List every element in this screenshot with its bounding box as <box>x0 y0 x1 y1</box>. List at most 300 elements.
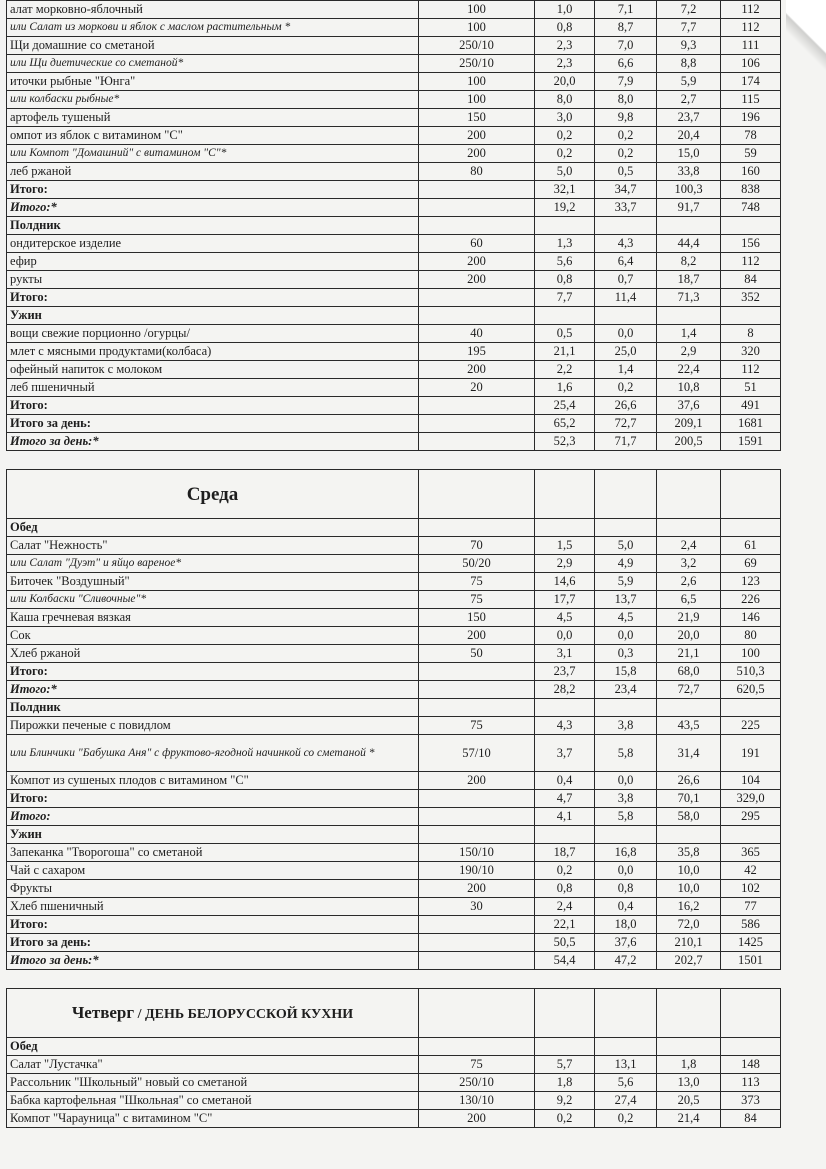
carbs: 1,4 <box>657 325 721 343</box>
carbs: 200,5 <box>657 433 721 451</box>
portion-mass <box>419 952 535 970</box>
menu-block-wednesday <box>7 519 781 970</box>
fat: 8,0 <box>595 91 657 109</box>
protein: 50,5 <box>535 934 595 952</box>
energy: 112 <box>721 1 781 19</box>
portion-mass: 200 <box>419 361 535 379</box>
dish-name: или колбаски рыбные* <box>7 91 419 109</box>
energy: 156 <box>721 235 781 253</box>
carbs: 2,7 <box>657 91 721 109</box>
portion-mass: 200 <box>419 145 535 163</box>
protein <box>535 699 595 717</box>
dish-name: леб пшеничный <box>7 379 419 397</box>
carbs: 71,3 <box>657 289 721 307</box>
protein: 54,4 <box>535 952 595 970</box>
dish-name: Итого:* <box>7 681 419 699</box>
protein: 0,2 <box>535 127 595 145</box>
dish-name: Итого за день: <box>7 415 419 433</box>
table-row <box>7 790 781 808</box>
carbs: 7,7 <box>657 19 721 37</box>
fat: 72,7 <box>595 415 657 433</box>
fat: 0,7 <box>595 271 657 289</box>
fat: 34,7 <box>595 181 657 199</box>
carbs: 16,2 <box>657 898 721 916</box>
carbs: 1,8 <box>657 1056 721 1074</box>
protein: 2,4 <box>535 898 595 916</box>
protein: 32,1 <box>535 181 595 199</box>
portion-mass: 75 <box>419 573 535 591</box>
fat: 18,0 <box>595 916 657 934</box>
table-row <box>7 862 781 880</box>
protein: 0,2 <box>535 1110 595 1128</box>
energy: 329,0 <box>721 790 781 808</box>
protein: 2,9 <box>535 555 595 573</box>
carbs <box>657 826 721 844</box>
fat: 5,9 <box>595 573 657 591</box>
fat: 0,0 <box>595 325 657 343</box>
fat: 0,2 <box>595 127 657 145</box>
fat <box>595 826 657 844</box>
dish-name: Запеканка "Творогоша" со сметаной <box>7 844 419 862</box>
dish-name: омпот из яблок с витамином "С" <box>7 127 419 145</box>
fat: 0,2 <box>595 1110 657 1128</box>
protein: 4,5 <box>535 609 595 627</box>
carbs: 2,6 <box>657 573 721 591</box>
portion-mass: 100 <box>419 91 535 109</box>
fat: 71,7 <box>595 433 657 451</box>
portion-mass <box>419 217 535 235</box>
portion-mass: 80 <box>419 163 535 181</box>
carbs: 72,0 <box>657 916 721 934</box>
dish-name: Рассольник "Школьный" новый со сметаной <box>7 1074 419 1092</box>
fat: 47,2 <box>595 952 657 970</box>
dish-name: Салат "Лустачка" <box>7 1056 419 1074</box>
table-row <box>7 1092 781 1110</box>
fat <box>595 1038 657 1056</box>
portion-mass <box>419 519 535 537</box>
protein: 3,7 <box>535 735 595 772</box>
portion-mass <box>419 415 535 433</box>
energy: 1425 <box>721 934 781 952</box>
portion-mass <box>419 663 535 681</box>
dish-name: или Компот "Домашний" с витамином "С"* <box>7 145 419 163</box>
dish-name: или Салат из моркови и яблок с маслом растительным * <box>7 19 419 37</box>
spacer-row <box>7 970 781 989</box>
table-row <box>7 573 781 591</box>
carbs: 43,5 <box>657 717 721 735</box>
table-row <box>7 1110 781 1128</box>
dish-name: ефир <box>7 253 419 271</box>
fat: 23,4 <box>595 681 657 699</box>
energy: 510,3 <box>721 663 781 681</box>
dish-name: Итого: <box>7 181 419 199</box>
dish-name: Итого: <box>7 663 419 681</box>
portion-mass <box>419 307 535 325</box>
protein: 14,6 <box>535 573 595 591</box>
protein: 0,0 <box>535 627 595 645</box>
energy: 1591 <box>721 433 781 451</box>
table-row <box>7 844 781 862</box>
table-row <box>7 1 781 19</box>
portion-mass: 200 <box>419 271 535 289</box>
portion-mass: 200 <box>419 880 535 898</box>
table-row <box>7 199 781 217</box>
fat: 13,1 <box>595 1056 657 1074</box>
energy: 102 <box>721 880 781 898</box>
portion-mass <box>419 289 535 307</box>
fat <box>595 699 657 717</box>
protein: 1,3 <box>535 235 595 253</box>
energy: 586 <box>721 916 781 934</box>
fat <box>595 519 657 537</box>
fat: 16,8 <box>595 844 657 862</box>
table-row <box>7 109 781 127</box>
protein: 1,8 <box>535 1074 595 1092</box>
table-row <box>7 717 781 735</box>
table-row <box>7 325 781 343</box>
protein: 9,2 <box>535 1092 595 1110</box>
table-row <box>7 343 781 361</box>
protein: 0,8 <box>535 880 595 898</box>
dish-name: Итого:* <box>7 199 419 217</box>
portion-mass <box>419 790 535 808</box>
carbs: 33,8 <box>657 163 721 181</box>
carbs: 6,5 <box>657 591 721 609</box>
protein: 3,0 <box>535 109 595 127</box>
carbs <box>657 519 721 537</box>
protein: 0,4 <box>535 772 595 790</box>
day-title-subtitle: / ДЕНЬ БЕЛОРУССКОЙ КУХНИ <box>134 1006 354 1022</box>
dish-name: Итого за день:* <box>7 952 419 970</box>
protein: 5,7 <box>535 1056 595 1074</box>
table-row <box>7 19 781 37</box>
energy: 112 <box>721 19 781 37</box>
menu-block-tuesday <box>7 1 781 451</box>
table-row <box>7 735 781 772</box>
energy <box>721 519 781 537</box>
menu-sheet <box>6 0 780 1128</box>
dish-name: Ужин <box>7 307 419 325</box>
portion-mass: 200 <box>419 772 535 790</box>
fat: 0,3 <box>595 645 657 663</box>
table-row <box>7 397 781 415</box>
day-title-main: Четверг <box>71 1002 135 1022</box>
table-row <box>7 91 781 109</box>
table-row <box>7 898 781 916</box>
portion-mass: 150 <box>419 109 535 127</box>
energy: 59 <box>721 145 781 163</box>
table-row <box>7 609 781 627</box>
dish-name: Ужин <box>7 826 419 844</box>
table-row <box>7 952 781 970</box>
menu-block-thursday <box>7 1038 781 1128</box>
carbs: 18,7 <box>657 271 721 289</box>
table-row <box>7 73 781 91</box>
fat <box>595 307 657 325</box>
carbs <box>657 1038 721 1056</box>
table-row <box>7 519 781 537</box>
portion-mass: 200 <box>419 1110 535 1128</box>
protein: 22,1 <box>535 916 595 934</box>
carbs: 8,2 <box>657 253 721 271</box>
table-row <box>7 627 781 645</box>
carbs: 21,1 <box>657 645 721 663</box>
fat: 11,4 <box>595 289 657 307</box>
dish-name: или Блинчики "Бабушка Аня" с фруктово-ягодной начинкой со сметаной * <box>7 735 419 772</box>
energy: 620,5 <box>721 681 781 699</box>
carbs: 22,4 <box>657 361 721 379</box>
dish-name: Пирожки печеные с повидлом <box>7 717 419 735</box>
protein: 52,3 <box>535 433 595 451</box>
portion-mass <box>419 181 535 199</box>
table-row <box>7 271 781 289</box>
table-row <box>7 555 781 573</box>
day-header-thursday <box>7 989 781 1038</box>
dish-name: Фрукты <box>7 880 419 898</box>
protein <box>535 217 595 235</box>
energy: 191 <box>721 735 781 772</box>
energy: 1681 <box>721 415 781 433</box>
portion-mass: 70 <box>419 537 535 555</box>
table-row <box>7 289 781 307</box>
fat: 4,5 <box>595 609 657 627</box>
fat: 1,4 <box>595 361 657 379</box>
carbs: 202,7 <box>657 952 721 970</box>
energy: 78 <box>721 127 781 145</box>
protein: 2,2 <box>535 361 595 379</box>
dish-name: Хлеб пшеничный <box>7 898 419 916</box>
fat: 0,2 <box>595 145 657 163</box>
protein: 1,5 <box>535 537 595 555</box>
energy <box>721 307 781 325</box>
table-row <box>7 217 781 235</box>
dish-name: или Салат "Дуэт" и яйцо вареное* <box>7 555 419 573</box>
energy <box>721 826 781 844</box>
table-row <box>7 663 781 681</box>
energy: 174 <box>721 73 781 91</box>
carbs: 210,1 <box>657 934 721 952</box>
table-row <box>7 415 781 433</box>
dish-name: млет с мясными продуктами(колбаса) <box>7 343 419 361</box>
energy: 225 <box>721 717 781 735</box>
carbs: 10,0 <box>657 862 721 880</box>
fat: 0,0 <box>595 862 657 880</box>
energy: 115 <box>721 91 781 109</box>
fat: 0,4 <box>595 898 657 916</box>
energy: 320 <box>721 343 781 361</box>
fat: 6,6 <box>595 55 657 73</box>
dish-name: Итого: <box>7 397 419 415</box>
protein <box>535 826 595 844</box>
table-row <box>7 772 781 790</box>
energy: 146 <box>721 609 781 627</box>
portion-mass: 250/10 <box>419 1074 535 1092</box>
dish-name: иточки рыбные "Юнга" <box>7 73 419 91</box>
protein: 19,2 <box>535 199 595 217</box>
dish-name: Полдник <box>7 699 419 717</box>
energy: 148 <box>721 1056 781 1074</box>
dish-name: Итого за день:* <box>7 433 419 451</box>
portion-mass <box>419 433 535 451</box>
carbs: 21,9 <box>657 609 721 627</box>
table-row <box>7 379 781 397</box>
table-row <box>7 37 781 55</box>
table-row <box>7 307 781 325</box>
table-row <box>7 826 781 844</box>
dish-name: Итого: <box>7 808 419 826</box>
fat <box>595 217 657 235</box>
energy: 196 <box>721 109 781 127</box>
table-row <box>7 127 781 145</box>
portion-mass <box>419 699 535 717</box>
carbs: 3,2 <box>657 555 721 573</box>
protein: 28,2 <box>535 681 595 699</box>
day-title: Среда <box>7 470 419 519</box>
protein <box>535 307 595 325</box>
portion-mass <box>419 916 535 934</box>
protein: 0,8 <box>535 271 595 289</box>
dish-name: или Колбаски "Сливочные"* <box>7 591 419 609</box>
protein: 0,2 <box>535 145 595 163</box>
fat: 0,5 <box>595 163 657 181</box>
dish-name: Компот из сушеных плодов с витамином "С" <box>7 772 419 790</box>
dish-name: Компот "Чарауница" с витамином "С" <box>7 1110 419 1128</box>
table-row <box>7 916 781 934</box>
dish-name: Итого: <box>7 790 419 808</box>
dish-name: Обед <box>7 519 419 537</box>
dish-name: Итого: <box>7 289 419 307</box>
carbs: 68,0 <box>657 663 721 681</box>
carbs: 44,4 <box>657 235 721 253</box>
energy: 373 <box>721 1092 781 1110</box>
fat: 26,6 <box>595 397 657 415</box>
dish-name: Щи домашние со сметаной <box>7 37 419 55</box>
carbs: 209,1 <box>657 415 721 433</box>
carbs: 9,3 <box>657 37 721 55</box>
energy: 111 <box>721 37 781 55</box>
energy: 748 <box>721 199 781 217</box>
carbs <box>657 217 721 235</box>
portion-mass: 250/10 <box>419 37 535 55</box>
dish-name: Чай с сахаром <box>7 862 419 880</box>
portion-mass: 30 <box>419 898 535 916</box>
energy: 42 <box>721 862 781 880</box>
energy: 69 <box>721 555 781 573</box>
energy: 352 <box>721 289 781 307</box>
table-row <box>7 361 781 379</box>
dish-name: офейный напиток с молоком <box>7 361 419 379</box>
fat: 7,0 <box>595 37 657 55</box>
carbs: 8,8 <box>657 55 721 73</box>
portion-mass: 200 <box>419 127 535 145</box>
table-row <box>7 1038 781 1056</box>
table-row <box>7 433 781 451</box>
protein: 5,0 <box>535 163 595 181</box>
carbs: 35,8 <box>657 844 721 862</box>
protein: 65,2 <box>535 415 595 433</box>
energy <box>721 699 781 717</box>
day-title <box>7 989 419 1038</box>
energy <box>721 1038 781 1056</box>
energy: 106 <box>721 55 781 73</box>
portion-mass <box>419 1038 535 1056</box>
protein: 0,5 <box>535 325 595 343</box>
energy: 51 <box>721 379 781 397</box>
portion-mass <box>419 934 535 952</box>
table-row <box>7 235 781 253</box>
dish-name: алат морковно-яблочный <box>7 1 419 19</box>
page-fold <box>786 0 826 90</box>
carbs: 20,5 <box>657 1092 721 1110</box>
table-row <box>7 145 781 163</box>
menu-table <box>6 0 781 1128</box>
portion-mass: 100 <box>419 19 535 37</box>
day-header-wednesday <box>7 470 781 519</box>
fat: 8,7 <box>595 19 657 37</box>
carbs: 91,7 <box>657 199 721 217</box>
portion-mass <box>419 199 535 217</box>
protein: 17,7 <box>535 591 595 609</box>
carbs: 2,4 <box>657 537 721 555</box>
portion-mass: 75 <box>419 591 535 609</box>
dish-name: Полдник <box>7 217 419 235</box>
protein: 4,3 <box>535 717 595 735</box>
dish-name: Сок <box>7 627 419 645</box>
portion-mass: 150 <box>419 609 535 627</box>
portion-mass: 75 <box>419 1056 535 1074</box>
fat: 0,2 <box>595 379 657 397</box>
portion-mass: 130/10 <box>419 1092 535 1110</box>
fat: 0,0 <box>595 772 657 790</box>
portion-mass: 50 <box>419 645 535 663</box>
carbs: 10,8 <box>657 379 721 397</box>
energy: 84 <box>721 1110 781 1128</box>
protein: 1,6 <box>535 379 595 397</box>
carbs <box>657 699 721 717</box>
dish-name: рукты <box>7 271 419 289</box>
dish-name: Биточек "Воздушный" <box>7 573 419 591</box>
table-row <box>7 699 781 717</box>
carbs: 20,0 <box>657 627 721 645</box>
energy: 838 <box>721 181 781 199</box>
portion-mass: 250/10 <box>419 55 535 73</box>
carbs: 10,0 <box>657 880 721 898</box>
table-row <box>7 253 781 271</box>
table-row <box>7 808 781 826</box>
carbs: 37,6 <box>657 397 721 415</box>
portion-mass <box>419 681 535 699</box>
dish-name: Хлеб ржаной <box>7 645 419 663</box>
portion-mass: 200 <box>419 627 535 645</box>
portion-mass <box>419 808 535 826</box>
carbs: 5,9 <box>657 73 721 91</box>
carbs: 70,1 <box>657 790 721 808</box>
dish-name: Салат "Нежность" <box>7 537 419 555</box>
carbs: 2,9 <box>657 343 721 361</box>
fat: 9,8 <box>595 109 657 127</box>
portion-mass: 20 <box>419 379 535 397</box>
dish-name: Каша гречневая вязкая <box>7 609 419 627</box>
dish-name: Итого: <box>7 916 419 934</box>
fat: 4,3 <box>595 235 657 253</box>
energy: 80 <box>721 627 781 645</box>
fat: 5,0 <box>595 537 657 555</box>
fat: 13,7 <box>595 591 657 609</box>
table-row <box>7 55 781 73</box>
portion-mass: 150/10 <box>419 844 535 862</box>
carbs: 13,0 <box>657 1074 721 1092</box>
table-row <box>7 1056 781 1074</box>
